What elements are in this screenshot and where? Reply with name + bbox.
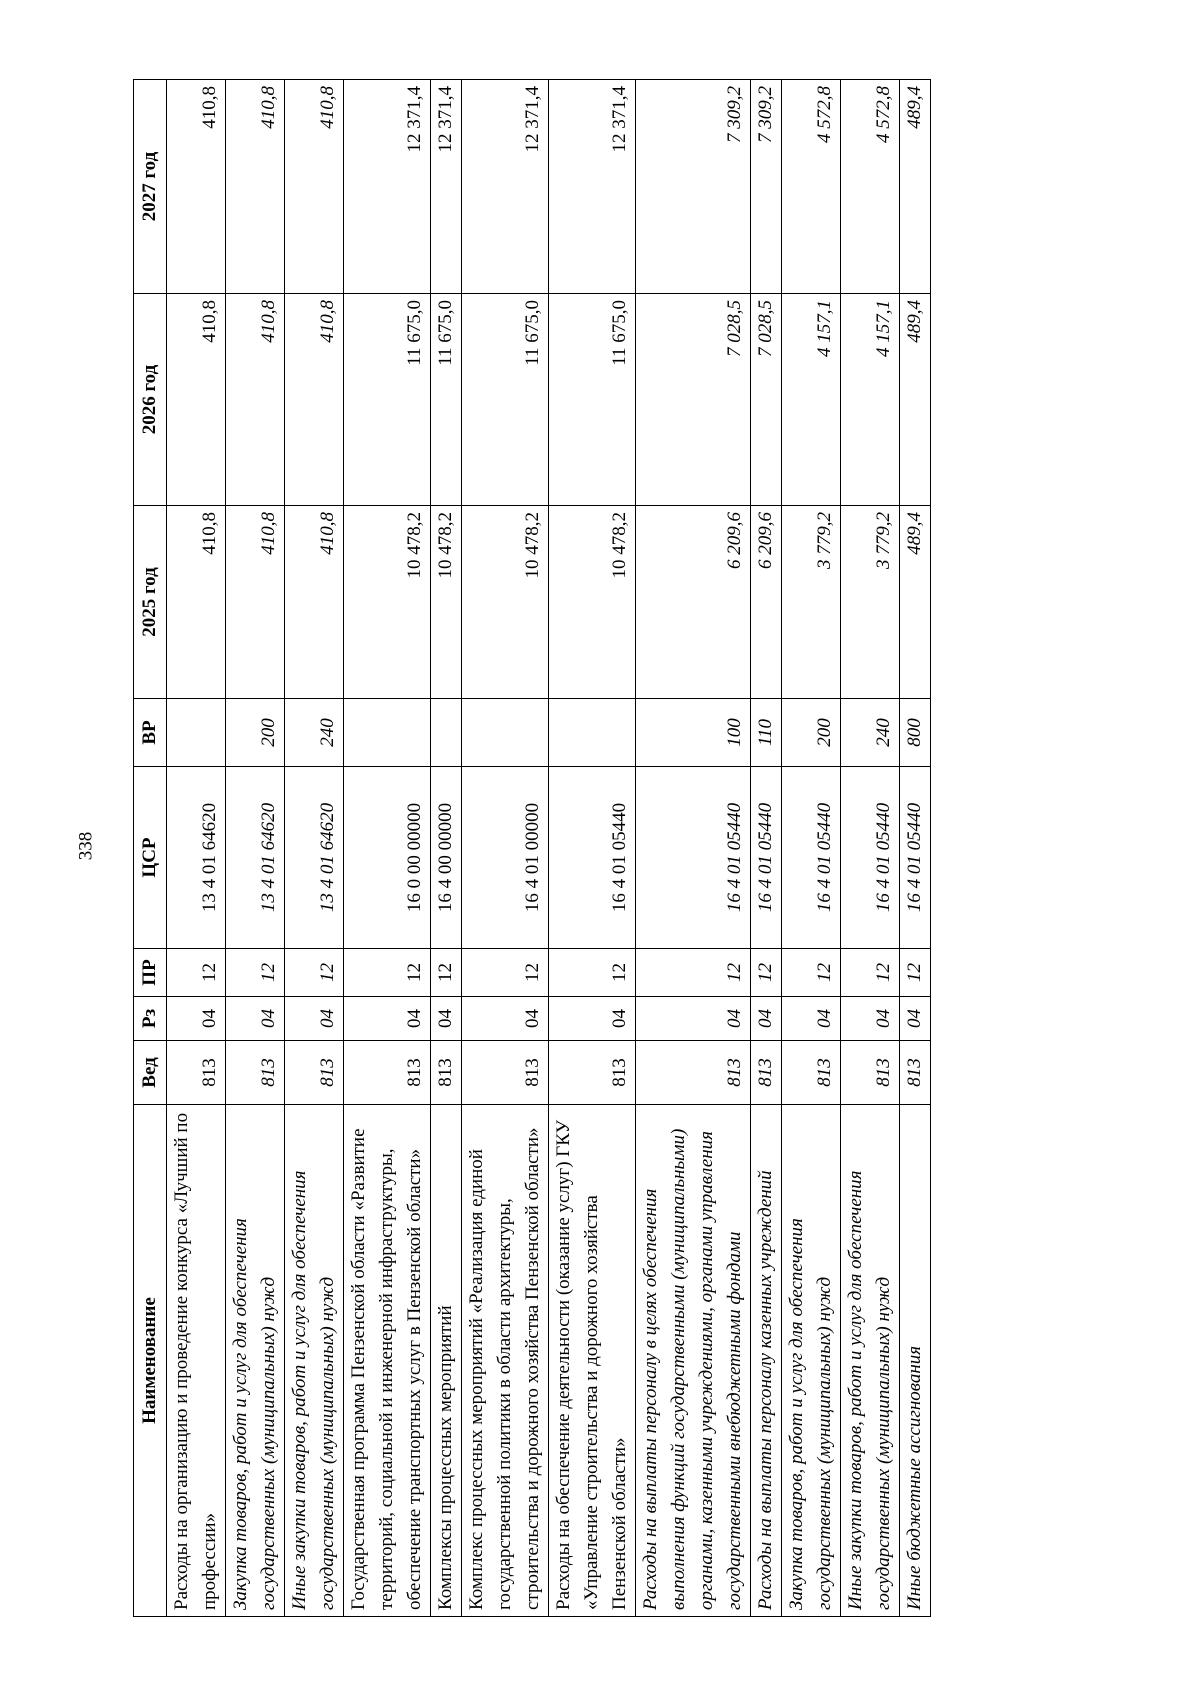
cell-pr: 12 — [900, 949, 931, 997]
cell-rz: 04 — [900, 997, 931, 1041]
cell-pr: 12 — [549, 949, 636, 997]
cell-pr: 12 — [636, 949, 751, 997]
cell-y2025: 410,8 — [226, 506, 285, 699]
cell-y2026: 489,4 — [900, 294, 931, 506]
cell-name: Комплекс процессных мероприятий «Реализация единой государственной политики в области архитектуры, строительства и дорожного хозяйства Пензенской области» — [462, 1105, 549, 1617]
cell-vr: 240 — [841, 699, 900, 767]
cell-csr: 16 4 01 05440 — [782, 767, 841, 949]
cell-pr: 12 — [751, 949, 782, 997]
cell-csr: 16 4 01 05440 — [751, 767, 782, 949]
cell-name: Иные закупки товаров, работ и услуг для обеспечения государственных (муниципальных) нужд — [841, 1105, 900, 1617]
cell-pr: 12 — [462, 949, 549, 997]
cell-y2025: 410,8 — [285, 506, 344, 699]
cell-rz: 04 — [462, 997, 549, 1041]
cell-rz: 04 — [431, 997, 462, 1041]
cell-ved: 813 — [226, 1041, 285, 1105]
cell-y2026: 11 675,0 — [549, 294, 636, 506]
cell-name: Расходы на обеспечение деятельности (оказание услуг) ГКУ «Управление строительства и дорожного хозяйства Пензенской области» — [549, 1105, 636, 1617]
cell-pr: 12 — [167, 949, 226, 997]
cell-y2026: 410,8 — [226, 294, 285, 506]
cell-rz: 04 — [636, 997, 751, 1041]
cell-rz: 04 — [226, 997, 285, 1041]
cell-csr: 16 4 01 00000 — [462, 767, 549, 949]
table-row — [344, 80, 431, 1617]
budget-table-rotated — [133, 80, 1071, 1617]
cell-ved: 813 — [782, 1041, 841, 1105]
table-row — [226, 80, 285, 1617]
cell-csr: 16 0 00 00000 — [344, 767, 431, 949]
cell-y2027: 4 572,8 — [782, 80, 841, 294]
cell-ved: 813 — [167, 1041, 226, 1105]
cell-pr: 12 — [841, 949, 900, 997]
table-row — [285, 80, 344, 1617]
table-row — [167, 80, 226, 1617]
cell-name: Расходы на выплаты персоналу казенных учреждений — [751, 1105, 782, 1617]
cell-y2026: 11 675,0 — [431, 294, 462, 506]
header-2027: 2027 год — [134, 80, 167, 294]
cell-csr: 13 4 01 64620 — [226, 767, 285, 949]
cell-rz: 04 — [167, 997, 226, 1041]
cell-y2027: 12 371,4 — [344, 80, 431, 294]
cell-ved: 813 — [462, 1041, 549, 1105]
cell-pr: 12 — [431, 949, 462, 997]
cell-ved: 813 — [431, 1041, 462, 1105]
cell-y2025: 489,4 — [900, 506, 931, 699]
cell-ved: 813 — [751, 1041, 782, 1105]
table-header-row — [134, 80, 167, 1617]
cell-y2025: 6 209,6 — [751, 506, 782, 699]
table-row — [900, 80, 931, 1617]
cell-y2025: 10 478,2 — [549, 506, 636, 699]
cell-rz: 04 — [344, 997, 431, 1041]
cell-y2027: 7 309,2 — [751, 80, 782, 294]
table-row — [636, 80, 751, 1617]
cell-name: Комплексы процессных мероприятий — [431, 1105, 462, 1617]
cell-y2026: 410,8 — [167, 294, 226, 506]
cell-y2027: 410,8 — [226, 80, 285, 294]
cell-name: Государственная программа Пензенской области «Развитие территорий, социальной и инженерной инфраструктуры, обеспечение транспортных услуг в Пензенской области» — [344, 1105, 431, 1617]
cell-y2025: 10 478,2 — [431, 506, 462, 699]
cell-vr: 110 — [751, 699, 782, 767]
cell-pr: 12 — [226, 949, 285, 997]
cell-csr: 16 4 01 05440 — [549, 767, 636, 949]
cell-vr: 200 — [226, 699, 285, 767]
cell-y2027: 489,4 — [900, 80, 931, 294]
cell-y2027: 410,8 — [167, 80, 226, 294]
cell-y2027: 12 371,4 — [462, 80, 549, 294]
cell-y2025: 3 779,2 — [782, 506, 841, 699]
header-name: Наименование — [134, 1105, 167, 1617]
cell-y2027: 12 371,4 — [431, 80, 462, 294]
cell-pr: 12 — [782, 949, 841, 997]
cell-vr: 240 — [285, 699, 344, 767]
cell-rz: 04 — [549, 997, 636, 1041]
cell-ved: 813 — [285, 1041, 344, 1105]
table-row — [751, 80, 782, 1617]
cell-y2027: 12 371,4 — [549, 80, 636, 294]
cell-csr: 13 4 01 64620 — [285, 767, 344, 949]
cell-pr: 12 — [344, 949, 431, 997]
header-2026: 2026 год — [134, 294, 167, 506]
cell-y2026: 7 028,5 — [636, 294, 751, 506]
cell-vr — [431, 699, 462, 767]
budget-table — [133, 79, 931, 1617]
cell-ved: 813 — [549, 1041, 636, 1105]
cell-vr: 100 — [636, 699, 751, 767]
page-number: 338 — [75, 831, 97, 861]
cell-vr: 200 — [782, 699, 841, 767]
table-row — [462, 80, 549, 1617]
cell-vr: 800 — [900, 699, 931, 767]
cell-ved: 813 — [344, 1041, 431, 1105]
cell-csr: 16 4 01 05440 — [636, 767, 751, 949]
cell-ved: 813 — [636, 1041, 751, 1105]
cell-ved: 813 — [900, 1041, 931, 1105]
cell-y2026: 410,8 — [285, 294, 344, 506]
cell-name: Расходы на выплаты персоналу в целях обеспечения выполнения функций государственными (муниципальными) органами, казенными учреждениями, органами управления государственными внебюджетными фондами — [636, 1105, 751, 1617]
cell-y2027: 7 309,2 — [636, 80, 751, 294]
cell-name: Иные бюджетные ассигнования — [900, 1105, 931, 1617]
cell-y2025: 410,8 — [167, 506, 226, 699]
header-csr: ЦСР — [134, 767, 167, 949]
cell-y2026: 4 157,1 — [782, 294, 841, 506]
table-row — [782, 80, 841, 1617]
cell-y2027: 410,8 — [285, 80, 344, 294]
cell-csr: 13 4 01 64620 — [167, 767, 226, 949]
cell-y2025: 6 209,6 — [636, 506, 751, 699]
cell-y2026: 4 157,1 — [841, 294, 900, 506]
cell-y2025: 10 478,2 — [462, 506, 549, 699]
cell-csr: 16 4 01 05440 — [900, 767, 931, 949]
table-row — [431, 80, 462, 1617]
cell-vr — [549, 699, 636, 767]
header-vr: ВР — [134, 699, 167, 767]
cell-csr: 16 4 01 05440 — [841, 767, 900, 949]
cell-y2025: 3 779,2 — [841, 506, 900, 699]
header-pr: ПР — [134, 949, 167, 997]
header-2025: 2025 год — [134, 506, 167, 699]
cell-vr — [462, 699, 549, 767]
cell-rz: 04 — [782, 997, 841, 1041]
table-row — [549, 80, 636, 1617]
header-ved: Вед — [134, 1041, 167, 1105]
cell-rz: 04 — [841, 997, 900, 1041]
cell-pr: 12 — [285, 949, 344, 997]
cell-y2025: 10 478,2 — [344, 506, 431, 699]
cell-vr — [167, 699, 226, 767]
cell-vr — [344, 699, 431, 767]
cell-rz: 04 — [751, 997, 782, 1041]
cell-y2026: 11 675,0 — [344, 294, 431, 506]
cell-rz: 04 — [285, 997, 344, 1041]
cell-csr: 16 4 00 00000 — [431, 767, 462, 949]
cell-name: Закупка товаров, работ и услуг для обеспечения государственных (муниципальных) нужд — [226, 1105, 285, 1617]
cell-name: Расходы на организацию и проведение конкурса «Лучший по профессии» — [167, 1105, 226, 1617]
cell-y2026: 11 675,0 — [462, 294, 549, 506]
cell-ved: 813 — [841, 1041, 900, 1105]
cell-y2027: 4 572,8 — [841, 80, 900, 294]
cell-name: Закупка товаров, работ и услуг для обеспечения государственных (муниципальных) нужд — [782, 1105, 841, 1617]
cell-name: Иные закупки товаров, работ и услуг для обеспечения государственных (муниципальных) нужд — [285, 1105, 344, 1617]
header-rz: Рз — [134, 997, 167, 1041]
table-row — [841, 80, 900, 1617]
cell-y2026: 7 028,5 — [751, 294, 782, 506]
